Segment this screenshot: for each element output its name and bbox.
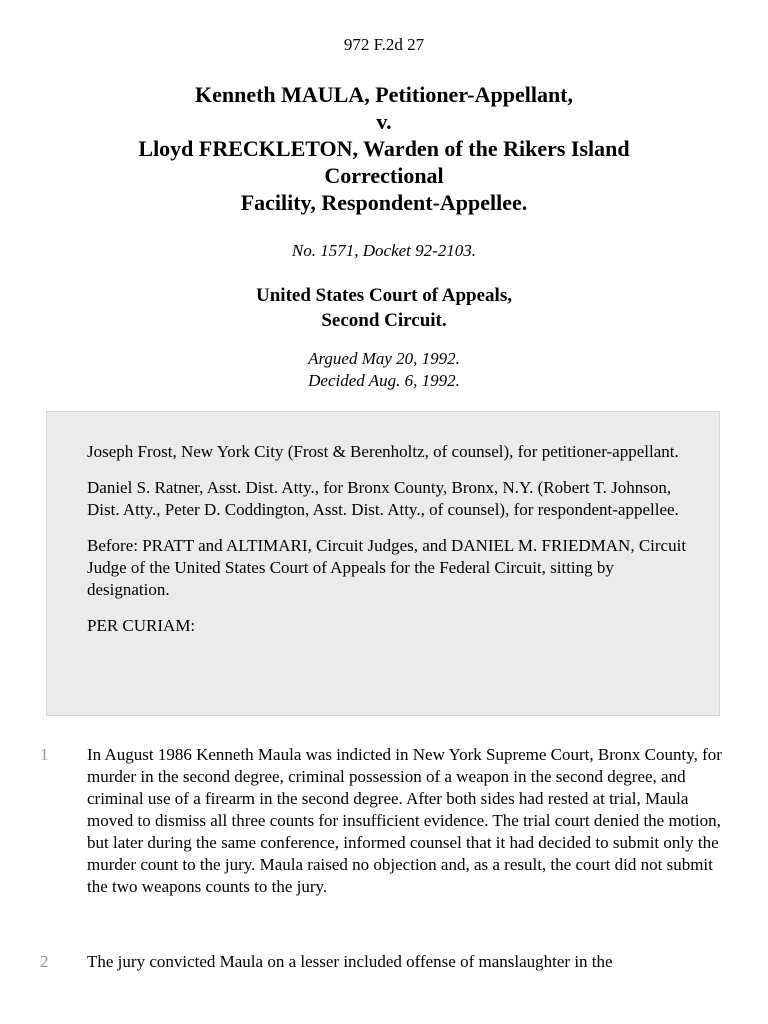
docket-number: No. 1571, Docket 92-2103.: [291, 241, 477, 260]
paragraph-number[interactable]: 2: [40, 952, 49, 971]
case-title: [60, 81, 708, 216]
argued-date: Argued May 20, 1992.: [308, 349, 460, 368]
title-line: Facility, Respondent-Appellee.: [240, 190, 528, 215]
panel-judges: Before: PRATT and ALTIMARI, Circuit Judges, and DANIEL M. FRIEDMAN, Circuit Judge of the United States Court of Appeals for the Federal Circuit, sitting by designation.: [87, 536, 687, 599]
paragraph-number[interactable]: 1: [40, 745, 49, 764]
title-line: v.: [376, 109, 392, 134]
counsel-box: [46, 411, 720, 716]
title-line: Lloyd FRECKLETON, Warden of the Rikers Island: [138, 136, 630, 161]
paragraph-text: In August 1986 Kenneth Maula was indicted in New York Supreme Court, Bronx County, for murder in the second degree, criminal possession of a weapon in the second degree, and criminal use of a firearm in the second degree. After both sides had rested at trial, Maula moved to dismiss all three counts for insufficient evidence. The trial court denied the motion, but later during the same conference, informed counsel that it had decided to submit only the murder count to the jury. Maula raised no objection and, as a result, the court did not submit the two weapons counts to the jury.: [87, 745, 722, 896]
court-line: United States Court of Appeals,: [256, 285, 512, 306]
court-name: [0, 283, 768, 333]
title-line: Correctional: [324, 163, 444, 188]
title-line: Kenneth MAULA, Petitioner-Appellant,: [194, 82, 574, 107]
appellee-counsel: Daniel S. Ratner, Asst. Dist. Atty., for Bronx County, Bronx, N.Y. (Robert T. Johnson, Dist. Atty., Peter D. Coddington, Asst. Dist. Atty., of counsel), for respondent-appellee.: [87, 478, 679, 519]
paragraph-text: The jury convicted Maula on a lesser included offense of manslaughter in the: [87, 952, 613, 971]
appellant-counsel: Joseph Frost, New York City (Frost & Berenholtz, of counsel), for petitioner-appellant.: [87, 442, 679, 461]
per-curiam-label: PER CURIAM:: [87, 616, 196, 635]
case-dates: [0, 348, 768, 392]
court-line: Second Circuit.: [321, 310, 447, 331]
case-citation: 972 F.2d 27: [343, 35, 425, 54]
decided-date: Decided Aug. 6, 1992.: [308, 371, 460, 390]
